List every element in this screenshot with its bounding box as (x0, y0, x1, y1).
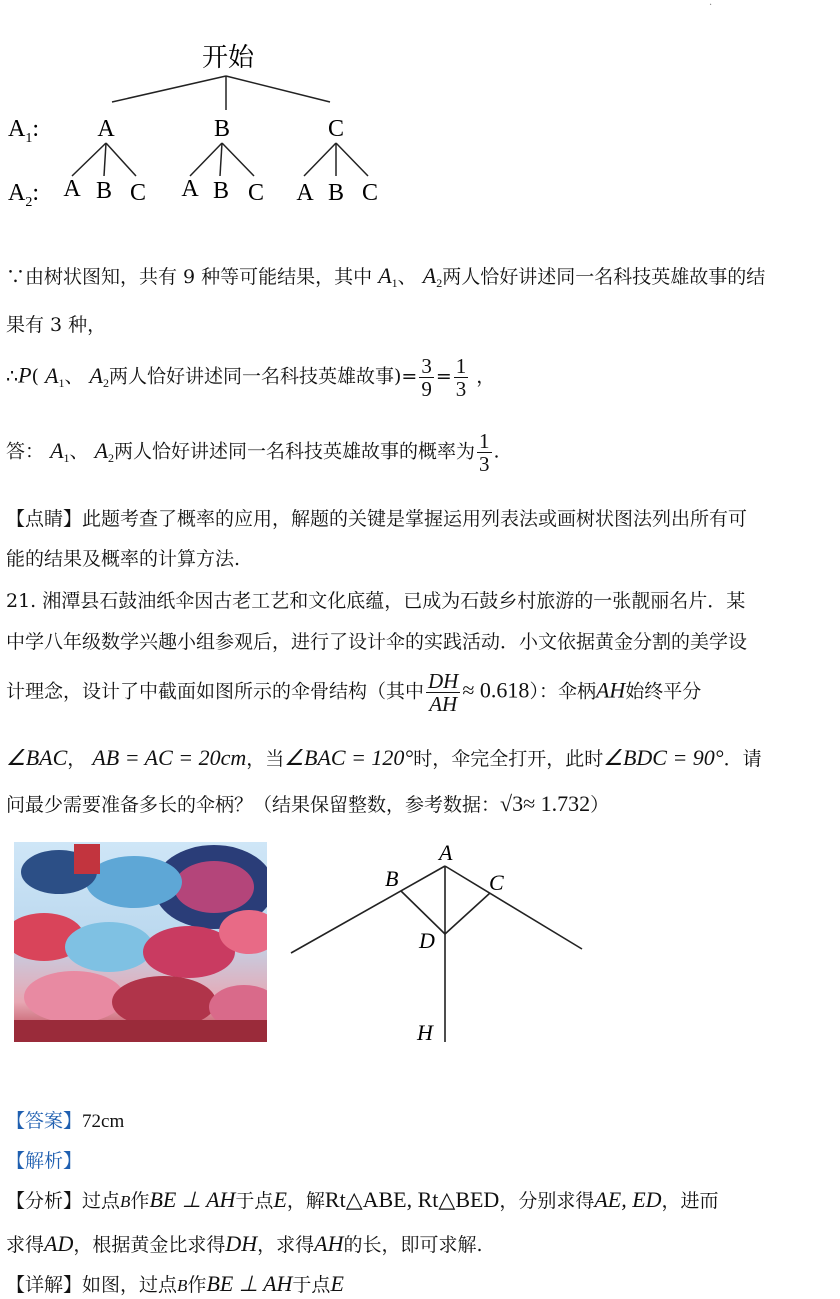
tree-l2-node: A (63, 176, 81, 202)
probability-line: ∴P( $A_1$、 $A_2$两人恰好讲述同一名科技英雄故事)= $\frac{3}{9}$ = $\frac{1}{3}$ ， (6, 354, 496, 402)
dianjing-line-2: 能的结果及概率的计算方法. (6, 548, 241, 570)
point-A-label: A (439, 840, 453, 865)
solution-line-2: 果有 3 种， (6, 314, 107, 336)
question-21-line-2: 中学八年级数学兴趣小组参观后，进行了设计伞的实践活动．小文依据黄金分割的美学设 (6, 631, 748, 653)
answer-label: 【答案】72cm (6, 1110, 125, 1132)
point-B-label: B (385, 866, 399, 891)
tree-l2-node: B (212, 178, 230, 204)
tree-l2-node: C (129, 180, 147, 206)
tree-l2-node: A (181, 176, 199, 202)
tree-l2-node: C (361, 180, 379, 206)
point-C-label: C (489, 870, 504, 895)
dianjing-line-1: 【点睛】此题考查了概率的应用，解题的关键是掌握运用列表法或画树状图法列出所有可 (6, 508, 748, 530)
tree-l2-node: A (296, 180, 314, 206)
umbrella-photo (14, 842, 267, 1042)
corner-dot: · (709, 0, 713, 11)
fraction-1-3: $\frac{1}{3}$ (455, 354, 467, 402)
tree-l2-node: C (247, 180, 265, 206)
tree-l1-node: A (97, 116, 115, 142)
point-H-label: H (417, 1020, 433, 1045)
question-21-line-3: 计理念，设计了中截面如图所示的伞骨结构（其中 $\frac{DH}{AH}$ ≈ 0.618）：伞柄AH始终平分 (6, 669, 702, 717)
xiangjie-line: 【详解】如图，过点B作BE ⊥ AH于点E (6, 1271, 344, 1296)
answer-line: 答： $A_1$、 $A_2$两人恰好讲述同一名科技英雄故事的概率为 $\frac{1}{3}$ . (6, 429, 500, 477)
tree-l1-node: C (327, 116, 345, 142)
solution-line-1: ∵由树状图知，共有 9 种等可能结果，其中 $A_1$、 $A_2$两人恰好讲述同一名科技英雄故事的结 (6, 263, 766, 290)
fraction-3-9: $\frac{3}{9}$ (421, 354, 432, 402)
fenxi-line-2: 求得AD，根据黄金比求得DH，求得AH的长，即可求解. (6, 1231, 483, 1256)
question-21-line-4: ∠BAC， AB = AC = 20cm，当∠BAC = 120°时，伞完全打开，此时∠BDC = 90°．请 (6, 745, 762, 770)
jiexi-label: 【解析】 (6, 1150, 83, 1172)
tree-diagram (0, 30, 400, 245)
umbrella-frame-figure (285, 838, 595, 1048)
tree-level1-label: $A_1$: (8, 116, 40, 146)
fraction-1-3: $\frac{1}{3}$ (479, 429, 490, 477)
tree-l2-node: B (95, 178, 113, 204)
tree-level2-label: $A_2$: (8, 180, 40, 210)
fraction-dh-ah: $\frac{DH}{AH}$ (428, 669, 459, 717)
question-21-line-5: 问最少需要准备多长的伞柄？（结果保留整数，参考数据：√3≈ 1.732） (6, 791, 610, 816)
tree-l1-node: B (213, 116, 231, 142)
tree-root: 开始 (201, 43, 255, 73)
fenxi-line-1: 【分析】过点B作BE ⊥ AH于点E，解Rt△ABE, Rt△BED，分别求得AE, ED，进而 (6, 1187, 719, 1212)
point-D-label: D (419, 928, 435, 953)
question-21-line-1: 21. 湘潭县石鼓油纸伞因古老工艺和文化底蕴，已成为石鼓乡村旅游的一张靓丽名片．某 (6, 590, 746, 612)
tree-l2-node: B (327, 180, 345, 206)
